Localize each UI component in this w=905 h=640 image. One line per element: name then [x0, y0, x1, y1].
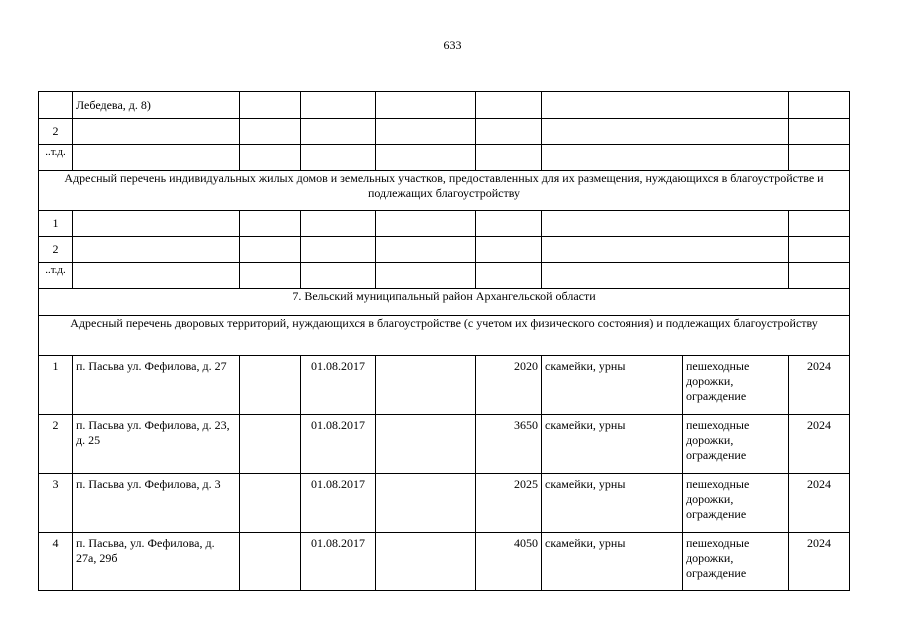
additional-works-cell: пешеходные дорожки, ограждение: [683, 474, 789, 533]
row-number: 1: [39, 356, 73, 415]
row-number: ..т.д.: [39, 145, 73, 171]
page-number: 633: [443, 38, 462, 52]
area-cell: 2025: [476, 474, 542, 533]
row-number: 2: [39, 237, 73, 263]
area-cell: 3650: [476, 415, 542, 474]
address-cell: п. Пасьва, ул. Фефилова, д. 27а, 29б: [73, 533, 240, 591]
row-number: 1: [39, 211, 73, 237]
date-cell: 01.08.2017: [301, 474, 376, 533]
minimum-works-cell: скамейки, урны: [542, 356, 683, 415]
address-cell: Лебедева, д. 8): [73, 92, 240, 119]
minimum-works-cell: скамейки, урны: [542, 415, 683, 474]
address-cell: п. Пасьва ул. Фефилова, д. 3: [73, 474, 240, 533]
area-cell: 4050: [476, 533, 542, 591]
address-cell: п. Пасьва ул. Фефилова, д. 27: [73, 356, 240, 415]
table-row: [39, 356, 850, 415]
additional-works-cell: пешеходные дорожки, ограждение: [683, 533, 789, 591]
section-header-row: [39, 171, 850, 211]
row-number: 2: [39, 415, 73, 474]
address-cell: [73, 119, 240, 145]
row-number: 2: [39, 119, 73, 145]
section-yards-title: Адресный перечень дворовых территорий, нуждающихся в благоустройстве (с учетом их физического состояния) и подлежащих благоустройству: [39, 316, 850, 356]
date-cell: 01.08.2017: [301, 356, 376, 415]
additional-works-cell: пешеходные дорожки, ограждение: [683, 415, 789, 474]
year-cell: 2024: [789, 356, 850, 415]
table-row: [39, 145, 850, 171]
table-row: [39, 474, 850, 533]
table-row: [39, 119, 850, 145]
year-cell: 2024: [789, 533, 850, 591]
table-row: [39, 415, 850, 474]
minimum-works-cell: скамейки, урны: [542, 533, 683, 591]
table-row: [39, 533, 850, 591]
minimum-works-cell: скамейки, урны: [542, 474, 683, 533]
table-row: [39, 263, 850, 289]
address-register-table: [38, 91, 850, 591]
date-cell: 01.08.2017: [301, 533, 376, 591]
section-individual-houses-title: Адресный перечень индивидуальных жилых домов и земельных участков, предоставленных для их размещения, нуждающихся в благоустройстве и подлежащих благоустройству: [39, 171, 850, 211]
table-row: [39, 211, 850, 237]
row-number: 4: [39, 533, 73, 591]
address-cell: п. Пасьва ул. Фефилова, д. 23, д. 25: [73, 415, 240, 474]
section-header-row: [39, 316, 850, 356]
additional-works-cell: пешеходные дорожки, ограждение: [683, 356, 789, 415]
row-number: ..т.д.: [39, 263, 73, 289]
year-cell: 2024: [789, 415, 850, 474]
date-cell: 01.08.2017: [301, 415, 376, 474]
district-title: 7. Вельский муниципальный район Архангельской области: [39, 289, 850, 316]
row-number: 3: [39, 474, 73, 533]
district-title-row: [39, 289, 850, 316]
address-cell: [73, 145, 240, 171]
table-row: [39, 92, 850, 119]
area-cell: 2020: [476, 356, 542, 415]
row-number: [39, 92, 73, 119]
year-cell: 2024: [789, 474, 850, 533]
table-row: [39, 237, 850, 263]
